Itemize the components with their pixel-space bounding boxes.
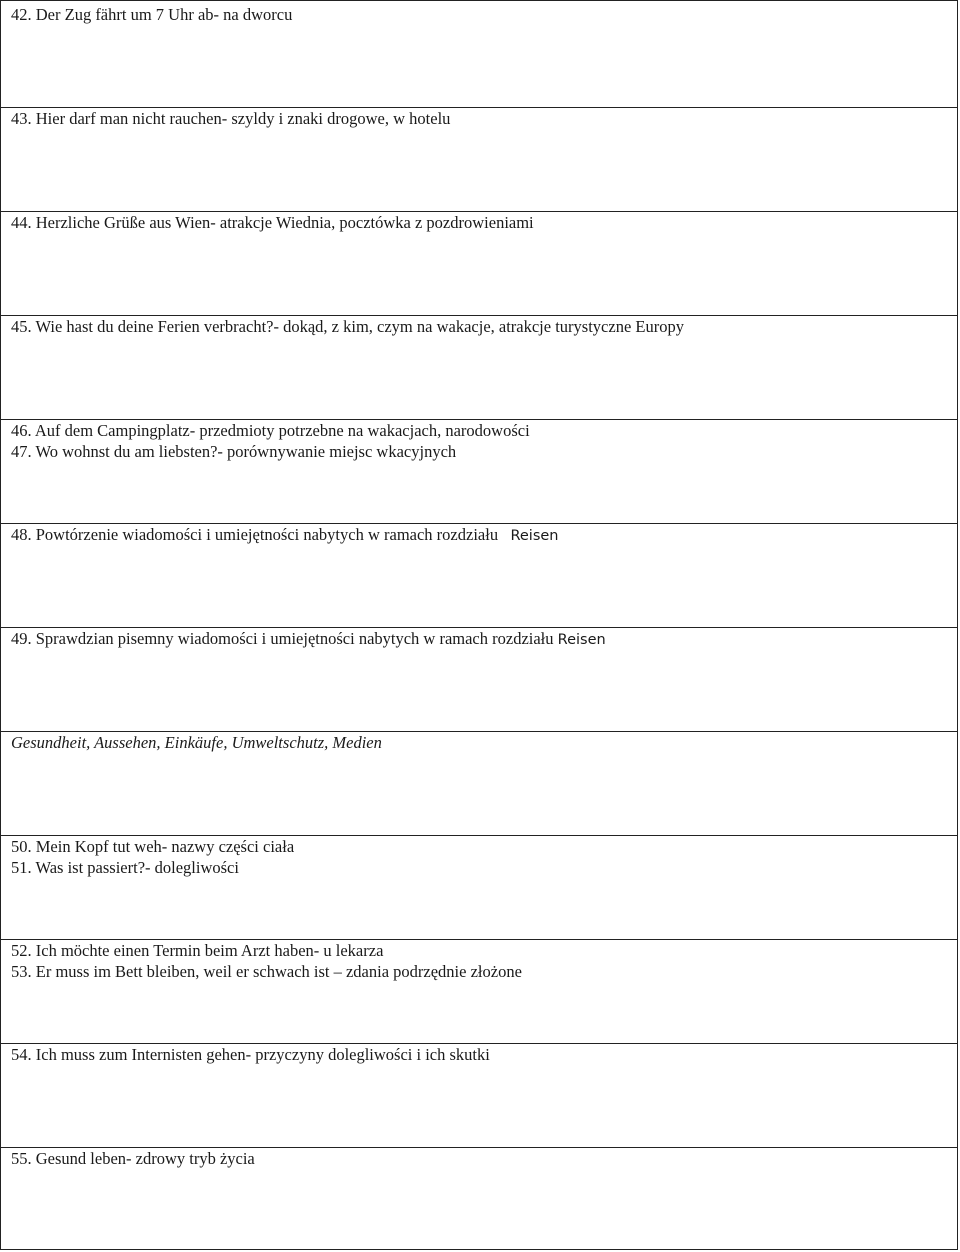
table-row xyxy=(1,212,957,233)
lesson-51: 51. Was ist passiert?- dolegliwości xyxy=(11,858,239,877)
table-row xyxy=(1,1148,957,1169)
table-row xyxy=(1,420,957,462)
lesson-44: 44. Herzliche Grüße aus Wien- atrakcje Wiednia, pocztówka z pozdrowieniami xyxy=(11,213,534,232)
lesson-43: 43. Hier darf man nicht rauchen- szyldy i znaki drogowe, w hotelu xyxy=(11,109,451,128)
lesson-52: 52. Ich möchte einen Termin beim Arzt haben- u lekarza xyxy=(11,941,384,960)
lesson-48-text: 48. Powtórzenie wiadomości i umiejętności nabytych w ramach rozdziału xyxy=(11,525,499,544)
lesson-46: 46. Auf dem Campingplatz- przedmioty potrzebne na wakacjach, narodowości xyxy=(11,421,530,440)
lesson-49 xyxy=(11,628,957,651)
table-row xyxy=(1,836,957,878)
lesson-53: 53. Er muss im Bett bleiben, weil er schwach ist – zdania podrzędnie złożone xyxy=(11,962,522,981)
table-row xyxy=(1,732,957,753)
table-row xyxy=(1,108,957,129)
table-row xyxy=(1,1044,957,1065)
table-row xyxy=(1,316,957,337)
lesson-49-text: 49. Sprawdzian pisemny wiadomości i umiejętności nabytych w ramach rozdziału xyxy=(11,629,554,648)
section-heading: Gesundheit, Aussehen, Einkäufe, Umweltschutz, Medien xyxy=(11,733,382,752)
table-row xyxy=(1,628,957,651)
lesson-50: 50. Mein Kopf tut weh- nazwy części ciała xyxy=(11,837,295,856)
lesson-45: 45. Wie hast du deine Ferien verbracht?- dokąd, z kim, czym na wakacje, atrakcje turystyczne Europy xyxy=(11,317,684,336)
table-row xyxy=(1,4,957,25)
lesson-55: 55. Gesund leben- zdrowy tryb życia xyxy=(11,1149,255,1168)
lesson-47: 47. Wo wohnst du am liebsten?- porównywanie miejsc wkacyjnych xyxy=(11,442,457,461)
lesson-54: 54. Ich muss zum Internisten gehen- przyczyny dolegliwości i ich skutki xyxy=(11,1045,490,1064)
table-row xyxy=(1,524,957,547)
lesson-48-suffix: Reisen xyxy=(510,528,559,544)
table-row xyxy=(1,940,957,982)
lesson-48 xyxy=(11,524,957,547)
lesson-49-suffix: Reisen xyxy=(557,632,606,648)
lesson-42: 42. Der Zug fährt um 7 Uhr ab- na dworcu xyxy=(11,5,293,24)
